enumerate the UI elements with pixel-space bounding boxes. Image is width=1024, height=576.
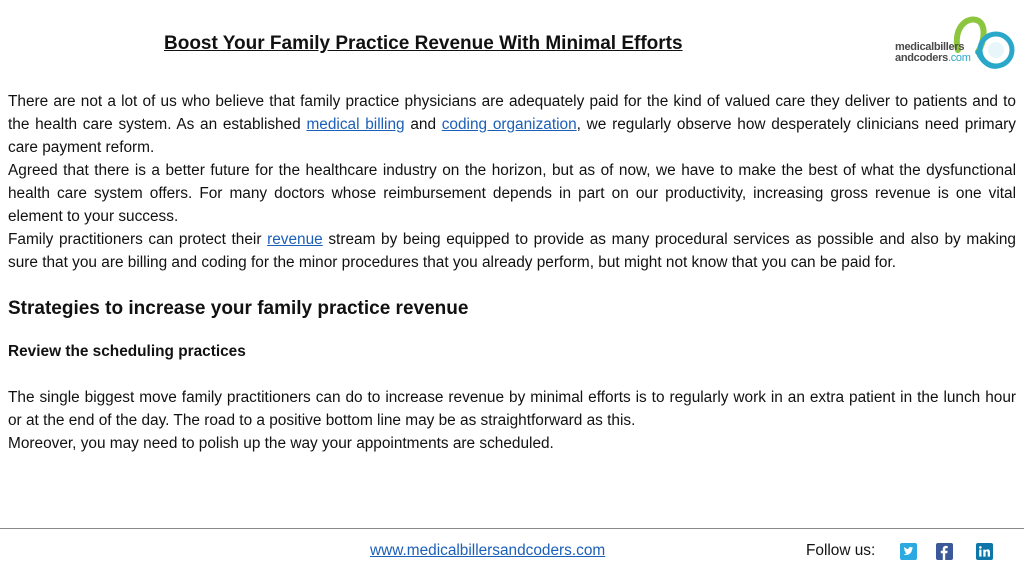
- paragraph-intro: [8, 90, 1016, 159]
- paragraph-text: and: [404, 116, 442, 133]
- paragraph-text: There are not a lot of us who believe that family practice physicians are adequately paid for the kind of valued care they deliver to patients and to the health care system. As an established: [8, 93, 1016, 133]
- website-link[interactable]: www.medicalbillersandcoders.com: [370, 542, 606, 559]
- medical-billing-link[interactable]: medical billing: [306, 116, 405, 133]
- spacer: [8, 363, 1016, 386]
- facebook-icon[interactable]: [936, 543, 953, 560]
- follow-us-label: Follow us:: [806, 542, 876, 559]
- paragraph-text: , we regularly observe how desperately clinicians need primary care payment reform.: [8, 116, 1016, 156]
- paragraph-practitioners: [8, 228, 1016, 274]
- revenue-link[interactable]: revenue: [267, 231, 323, 248]
- linkedin-icon[interactable]: [976, 543, 993, 560]
- article-body: [8, 90, 1016, 455]
- page-title: Boost Your Family Practice Revenue With Minimal Efforts: [164, 33, 683, 54]
- paragraph-future: Agreed that there is a better future for the healthcare industry on the horizon, but as of now, we have to make the best of what the dysfunctional health care system offers. For many doctors whose reimbursement depends in part on our productivity, increasing gross revenue is one vital element to your success.: [8, 162, 1016, 225]
- twitter-icon[interactable]: [900, 543, 917, 560]
- company-logo[interactable]: [892, 12, 1016, 72]
- paragraph-text: stream by being equipped to provide as many procedural services as possible and also by making sure that you are billing and coding for the minor procedures that you already perform, but might not know that you can be paid for.: [8, 231, 1016, 271]
- paragraph-appointments: Moreover, you may need to polish up the way your appointments are scheduled.: [8, 435, 554, 452]
- logo-text-line2: andcoders: [895, 52, 948, 64]
- paragraph-text: Family practitioners can protect their: [8, 231, 268, 248]
- section-heading: Strategies to increase your family practice revenue: [8, 298, 469, 319]
- coding-organization-link[interactable]: coding organization: [441, 116, 577, 133]
- logo-text-com: .com: [947, 52, 971, 64]
- logo-text: [895, 42, 971, 64]
- footer-divider: [0, 528, 1024, 529]
- paragraph-scheduling: The single biggest move family practitioners can do to increase revenue by minimal efforts is to regularly work in an extra patient in the lunch hour or at the end of the day. The road to a positive bottom line may be as straightforward as this.: [8, 389, 1016, 429]
- logo-text-line1: medicalbillers: [895, 41, 965, 53]
- section-subheading: Review the scheduling practices: [8, 343, 246, 360]
